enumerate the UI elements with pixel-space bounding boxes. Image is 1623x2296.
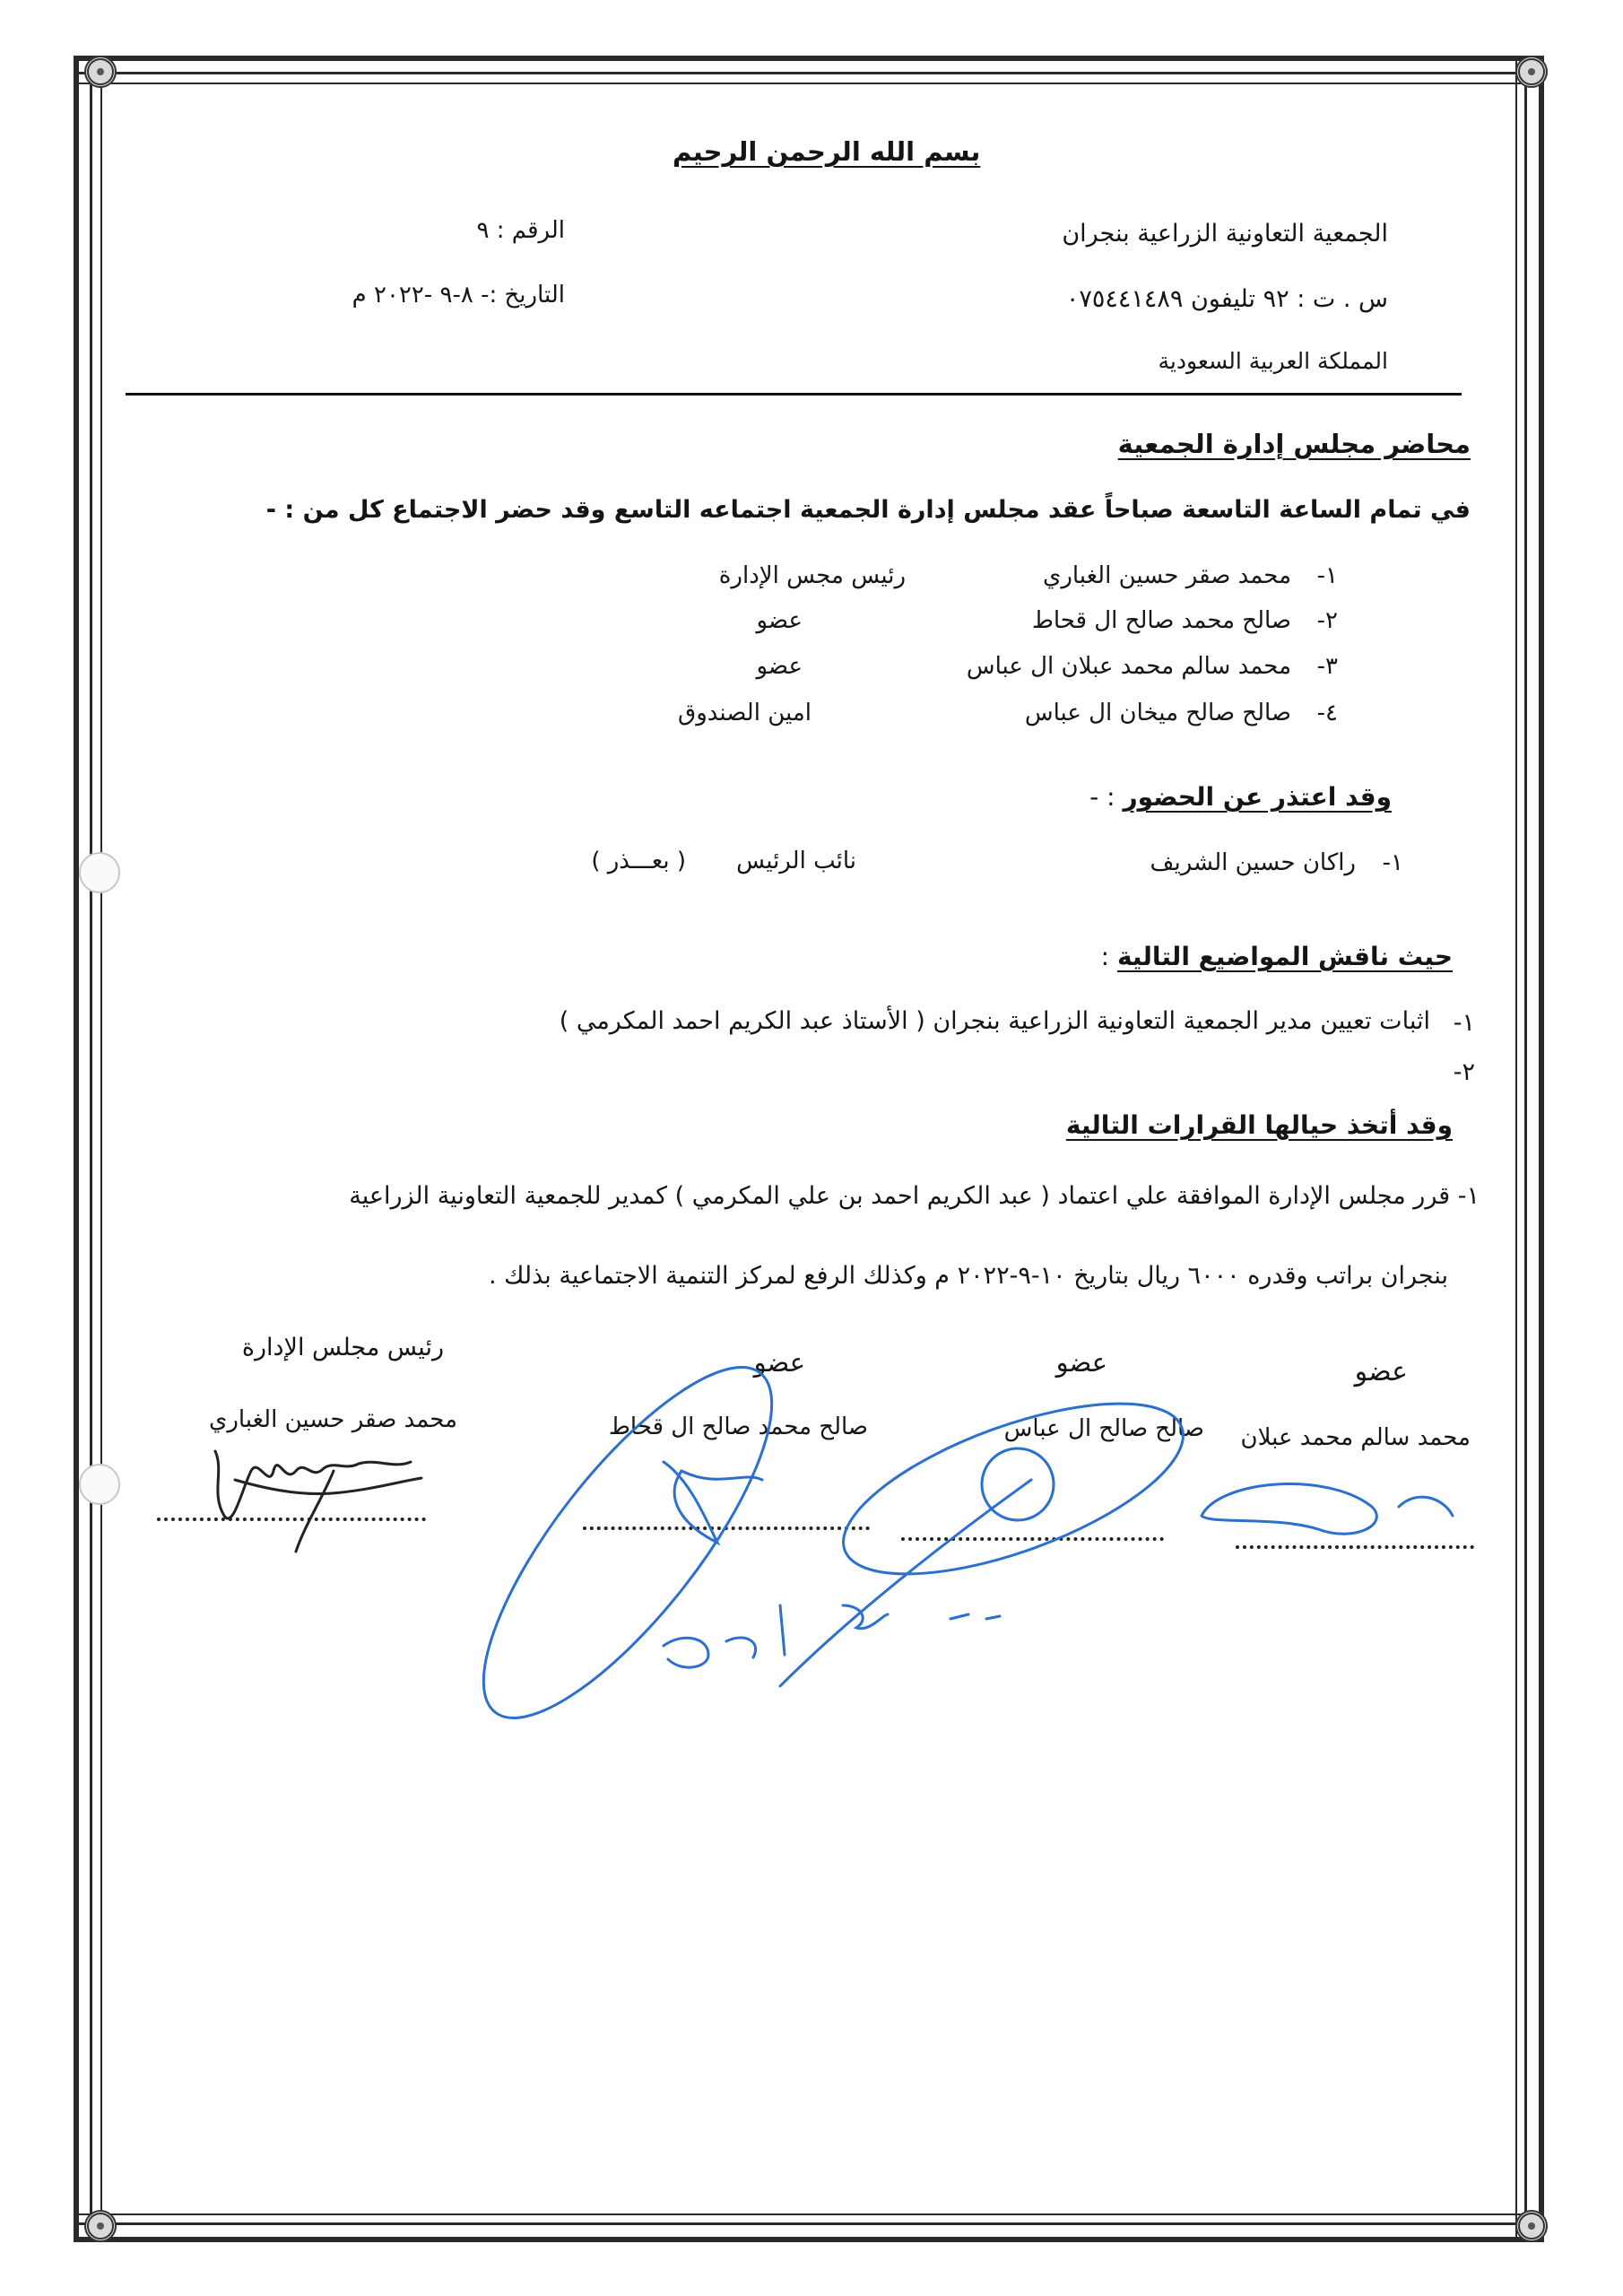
attendee-name: محمد سالم محمد عبلان ال عباس (966, 653, 1291, 680)
org-name: الجمعية التعاونية الزراعية بنجران (1062, 220, 1388, 248)
attendee-role: امين الصندوق (678, 700, 812, 726)
document-number: الرقم : ٩ (476, 217, 565, 244)
registration-phone: س . ت : ٩٢ تليفون ٠٧٥٤٤١٤٨٩ (1065, 285, 1388, 313)
document-date: التاريخ :- ٨-٩ -٢٠٢٢ م (352, 282, 565, 309)
signatory-name: محمد سالم محمد عبلان (1240, 1424, 1471, 1451)
attendee-number: ٣- (1316, 653, 1338, 680)
signatory-role: رئيس مجلس الإدارة (241, 1334, 444, 1361)
signatory-role: عضو (753, 1347, 805, 1378)
attendee-role: عضو (756, 607, 803, 634)
basmala: بسم الله الرحمن الرحيم (673, 136, 981, 167)
topic-number: ٢- (1453, 1058, 1475, 1086)
attendee-number: ٢- (1316, 607, 1338, 634)
absent-suffix: : - (1089, 782, 1115, 812)
signatory-role: عضو (1354, 1356, 1408, 1387)
signatory-role: عضو (1055, 1347, 1107, 1378)
topic-number: ١- (1453, 1009, 1475, 1037)
signatory-name: صالح محمد صالح ال قحاط (608, 1413, 868, 1440)
topic-text: اثبات تعيين مدير الجمعية التعاونية الزراعية بنجران ( الأستاذ عبد الكريم احمد المكرمي ) (559, 1007, 1430, 1035)
absentee-role: نائب الرئيس (736, 848, 856, 874)
decision-line-1: ١- قرر مجلس الإدارة الموافقة علي اعتماد ( عبد الكريم احمد بن علي المكرمي ) كمدير للجمعية التعاونية الزراعية (349, 1182, 1480, 1210)
attendee-role: رئيس مجس الإدارة (718, 562, 906, 589)
attendee-number: ٤- (1316, 700, 1338, 726)
signatory-name: صالح صالح ال عباس (1003, 1415, 1204, 1442)
absent-title: وقد اعتذر عن الحضور (1123, 782, 1392, 812)
attendee-role: عضو (756, 653, 803, 680)
attendee-number: ١- (1316, 562, 1338, 589)
attendee-name: صالح محمد صالح ال قحاط (1031, 607, 1291, 634)
absentee-note: ( بعـــذر ) (591, 848, 686, 874)
country-name: المملكة العربية السعودية (1158, 348, 1388, 374)
absentee-number: ١- (1382, 849, 1403, 876)
attendee-name: صالح صالح ميخان ال عباس (1024, 700, 1291, 726)
decisions-title: وقد أتخذ حيالها القرارات التالية (1065, 1110, 1453, 1140)
attendee-name: محمد صقر حسين الغباري (1042, 562, 1291, 589)
topics-suffix: : (1100, 942, 1110, 971)
decision-line-2: بنجران براتب وقدره ٦٠٠٠ ريال بتاريخ ١٠-٩-٢٠٢٢ م وكذلك الرفع لمركز التنمية الاجتماعية بذلك . (488, 1262, 1448, 1290)
minutes-title: محاضر مجلس إدارة الجمعية (1117, 429, 1471, 459)
signatory-name: محمد صقر حسين الغباري (208, 1406, 457, 1433)
topics-title: حيث ناقش المواضيع التالية (1116, 942, 1453, 971)
intro-paragraph: في تمام الساعة التاسعة صباحاً عقد مجلس إدارة الجمعية اجتماعه التاسع وقد حضر الاجتماع كل من : - (265, 496, 1471, 524)
absentee-name: راكان حسين الشريف (1150, 849, 1356, 876)
